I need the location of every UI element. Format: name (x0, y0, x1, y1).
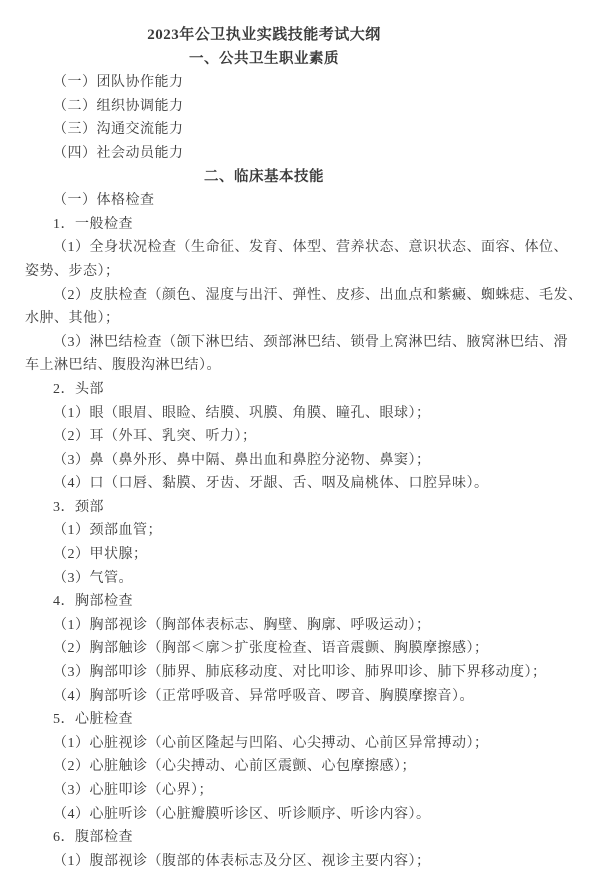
document-line: （1）颈部血管； (53, 523, 162, 539)
document-line: （3）鼻（鼻外形、鼻中隔、鼻出血和鼻腔分泌物、鼻窦）； (53, 452, 431, 468)
document-line: （1）心脏视诊（心前区隆起与凹陷、心尖搏动、心前区异常搏动）； (53, 735, 489, 751)
document-line: （3）淋巴结检查（颌下淋巴结、颈部淋巴结、锁骨上窝淋巴结、腋窝淋巴结、滑 (53, 334, 568, 350)
document-line: （1）胸部视诊（胸部体表标志、胸壁、胸廓、呼吸运动）； (53, 617, 431, 633)
section-heading: 二、临床基本技能 (204, 168, 324, 185)
document-line: （一）团队协作能力 (53, 75, 184, 91)
document-line: （2）胸部触诊（胸部＜廓＞扩张度检查、语音震颤、胸膜摩擦感）； (53, 641, 489, 657)
document-line: 姿势、步态）； (25, 263, 120, 279)
document-line: （2）甲状腺； (53, 547, 148, 563)
document-line: （一）体格检查 (53, 193, 155, 209)
document-line: （二）组织协调能力 (53, 98, 184, 114)
document-line: 4．胸部检查 (53, 594, 133, 610)
document-line: 3．颈部 (53, 499, 104, 515)
document-line: （2）耳（外耳、乳突、听力）； (53, 429, 257, 445)
document-line: （1）眼（眼眉、眼睑、结膜、巩膜、角膜、瞳孔、眼球）； (53, 405, 431, 421)
document-line: 1．一般检查 (53, 216, 133, 232)
document-line: （4）口（口唇、黏膜、牙齿、牙龈、舌、咽及扁桃体、口腔异味）。 (53, 476, 489, 492)
document-title: 2023年公卫执业实践技能考试大纲 (147, 27, 381, 43)
document-line: 车上淋巴结、腹股沟淋巴结）。 (25, 358, 221, 374)
document-line: （3）气管。 (53, 570, 133, 586)
document-line: （1）腹部视诊（腹部的体表标志及分区、视诊主要内容）； (53, 853, 431, 869)
document-line: （1）全身状况检查（生命征、发育、体型、营养状态、意识状态、面容、体位、 (53, 240, 568, 256)
document-line: （2）皮肤检查（颜色、湿度与出汗、弹性、皮疹、出血点和紫癜、蜘蛛痣、毛发、 (53, 287, 583, 303)
document-line: （3）胸部叩诊（肺界、肺底移动度、对比叩诊、肺界叩诊、肺下界移动度）； (53, 665, 547, 681)
document-line: （四）社会动员能力 (53, 145, 184, 161)
document-line: 2．头部 (53, 381, 104, 397)
document-line: （4）胸部听诊（正常呼吸音、异常呼吸音、啰音、胸膜摩擦音）。 (53, 688, 474, 704)
document-line: 6．腹部检查 (53, 830, 133, 846)
document-line: （3）心脏叩诊（心界）； (53, 783, 213, 798)
document-line: 水肿、其他）； (25, 311, 120, 327)
document-line: 5．心脏检查 (53, 712, 133, 728)
section-heading: 一、公共卫生职业素质 (189, 50, 339, 67)
document-line: （4）心脏听诊（心脏瓣膜听诊区、听诊顺序、听诊内容）。 (53, 806, 431, 822)
document-line: （三）沟通交流能力 (53, 122, 184, 138)
document-line: （2）心脏触诊（心尖搏动、心前区震颤、心包摩擦感）； (53, 759, 416, 775)
document-body (25, 24, 581, 873)
